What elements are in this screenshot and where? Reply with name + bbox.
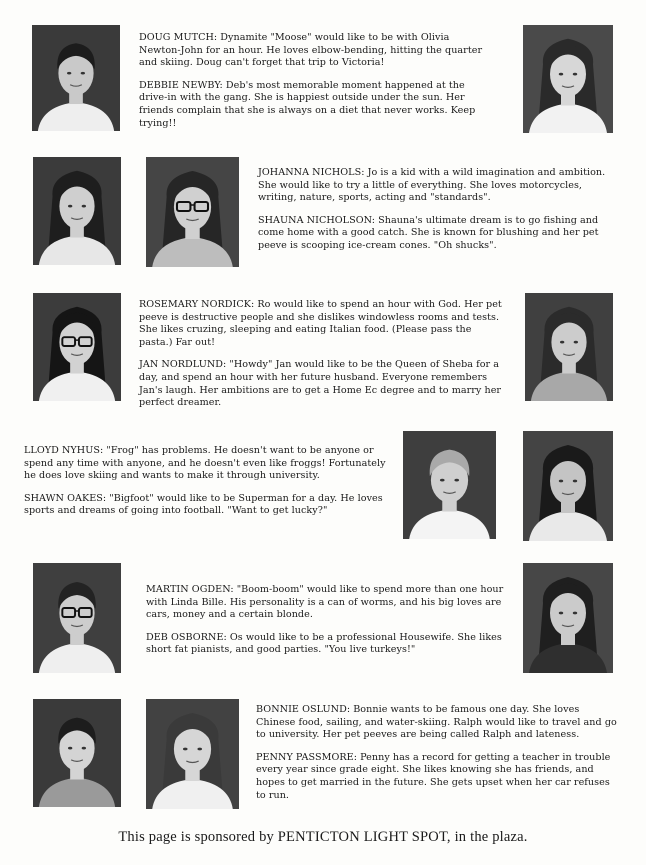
portrait-deb-osborne (523, 563, 613, 673)
portrait-shawn-oakes (523, 431, 613, 541)
bio-group-1 (139, 32, 493, 130)
portrait-lloyd-nyhus (403, 431, 496, 539)
portrait-martin-ogden (33, 563, 121, 673)
bio-deb-osborne: DEB OSBORNE: Os would like to be a professional Housewife. She likes short fat pianists, and good parties. "You live turkeys!" (146, 631, 502, 656)
sponsor-footer: This page is sponsored by PENTICTON LIGHT SPOT, in the plaza. (118, 829, 528, 845)
bio-group-3 (139, 299, 503, 410)
portrait-shauna-nicholson (146, 157, 239, 267)
bio-shawn-oakes: SHAWN OAKES: "Bigfoot" would like to be Superman for a day. He loves sports and dreams of going into football. "Want to get lucky?" (24, 492, 383, 517)
portrait-johanna-nichols (33, 157, 121, 265)
bio-penny-passmore: PENNY PASSMORE: Penny has a record for getting a teacher in trouble every year since grade eight. She likes knowing she has friends, and hopes to get married in the future. She gets upset when her car refuses to run. (256, 751, 611, 801)
bio-group-2 (258, 167, 614, 253)
bio-rosemary-nordick: ROSEMARY NORDICK: Ro would like to spend an hour with God. Her pet peeve is destructive people and she dislikes windowless rooms and tests. She likes cruzing, sleeping and eating Italian food. (Please pass the pasta.) Far out! (139, 299, 502, 348)
portrait-penny-passmore (146, 699, 239, 809)
bio-group-5 (146, 584, 508, 657)
bio-doug-mutch: DOUG MUTCH: Dynamite "Moose" would like to be with Olivia Newton-John for an hour. He loves elbow-bending, hitting the quarter and skiing. Doug can't forget that trip to Victoria! (139, 32, 483, 69)
bio-group-6 (256, 704, 618, 802)
bio-debbie-newby: DEBBIE NEWBY: Deb's most memorable moment happened at the drive-in with the gang. She is happiest outside under the sun. Her friends complain that she is always on a diet that never works. Keep trying!! (139, 79, 476, 129)
bio-lloyd-nyhus: LLOYD NYHUS: "Frog" has problems. He doesn't want to be anyone or spend any time with anyone, and he doesn't even like froggs! Fortunately he does love skiing and wants to make it through university. (24, 445, 386, 482)
bio-shauna-nicholson: SHAUNA NICHOLSON: Shauna's ultimate dream is to go fishing and come home with a good catch. She is known for blushing and her pet peeve is scooping ice-cream cones. "Oh shucks". (258, 214, 599, 251)
bio-group-4 (24, 445, 398, 518)
portrait-jan-nordlund (525, 293, 613, 401)
portrait-bonnie-oslund (33, 699, 121, 807)
portrait-debbie-newby (523, 25, 613, 133)
bio-bonnie-oslund: BONNIE OSLUND: Bonnie wants to be famous one day. She loves Chinese food, sailing, and water-skiing. Ralph would like to travel and go to university. Her pet peeves are being called Ralph and lateness. (256, 704, 617, 741)
bio-martin-ogden: MARTIN OGDEN: "Boom-boom" would like to spend more than one hour with Linda Bille. His personality is a can of worms, and his big loves are cars, money and a certain blonde. (146, 584, 504, 621)
bio-johanna-nichols: JOHANNA NICHOLS: Jo is a kid with a wild imagination and ambition. She would like to try a little of everything. She loves motorcycles, writing, nature, sports, acting and "standards". (258, 167, 606, 204)
portrait-rosemary-nordick (33, 293, 121, 401)
bio-jan-nordlund: JAN NORDLUND: "Howdy" Jan would like to be the Queen of Sheba for a day, and spend an hour with her future husband. Everyone remembers Jan's laugh. Her ambitions are to get a Home Ec degree and to marry her perfect dreamer. (139, 359, 502, 409)
portrait-doug-mutch (32, 25, 120, 131)
